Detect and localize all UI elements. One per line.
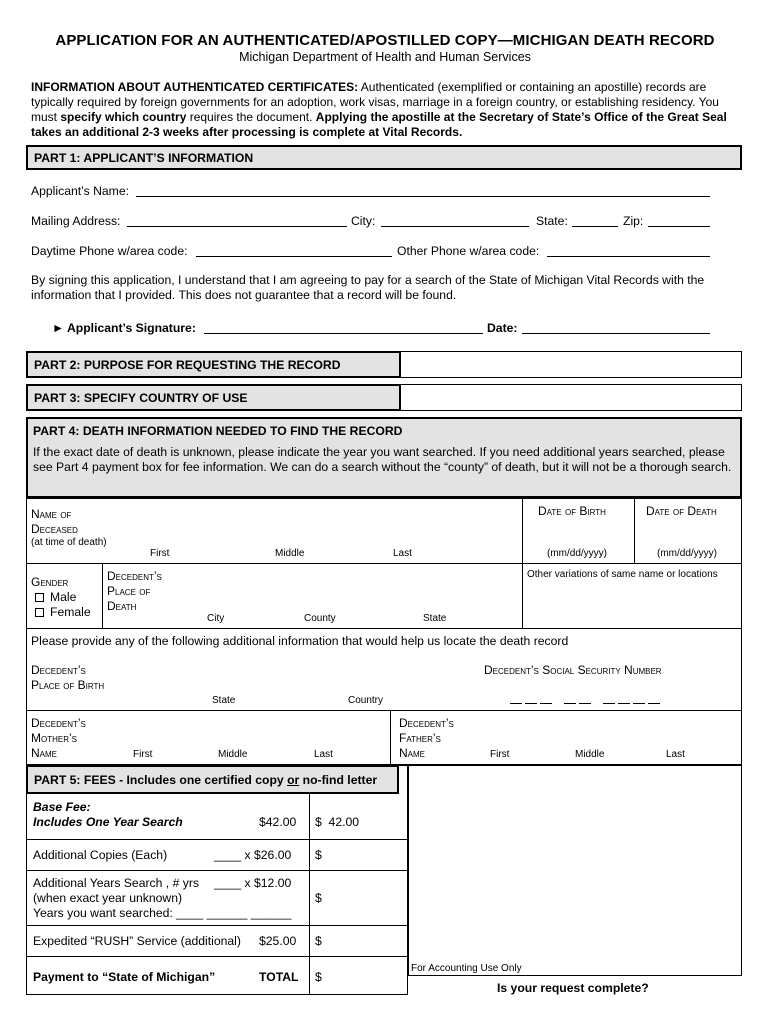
additional-copies-amount[interactable]: $ xyxy=(315,848,322,862)
mother-name-field[interactable] xyxy=(110,714,386,744)
additional-info-text: Please provide any of the following additional information that would help us locate the death record xyxy=(31,634,569,648)
father-first-caption: First xyxy=(490,749,510,760)
info-text-2: requires the document. xyxy=(186,110,316,124)
country-of-use-field[interactable] xyxy=(403,386,740,409)
father-middle-caption: Middle xyxy=(575,749,605,760)
other-phone-field[interactable] xyxy=(547,256,710,257)
signature-field[interactable] xyxy=(204,333,483,334)
deceased-name-field[interactable] xyxy=(108,503,520,545)
part1-header: PART 1: APPLICANT’S INFORMATION xyxy=(26,145,742,170)
part4-title: PART 4: DEATH INFORMATION NEEDED TO FIND THE RECORD xyxy=(33,424,403,438)
years-searched-field[interactable]: Years you want searched: ____ ______ ______ xyxy=(33,906,292,920)
birth-state-caption: State xyxy=(212,695,236,706)
state-field[interactable] xyxy=(572,226,618,227)
mother-last-caption: Last xyxy=(314,749,333,760)
fees-divider xyxy=(26,956,408,957)
daytime-phone-field[interactable] xyxy=(196,256,392,257)
purpose-field[interactable] xyxy=(403,353,740,376)
one-year-label: Includes One Year Search xyxy=(33,815,183,829)
info-text-1: Authenticated (exemplified or containing an apostille) records are typically required by foreign governments for an adoption, work visas, marriage in a foreign country, or establishing residency. You must xyxy=(31,80,719,124)
gender-label: Gender xyxy=(31,575,69,589)
place-of-death-label: Decedent’s Place of Death xyxy=(107,569,162,613)
dod-field[interactable] xyxy=(637,520,739,546)
variations-field[interactable] xyxy=(525,584,739,626)
total-amount[interactable]: $ xyxy=(315,970,322,984)
deceased-name-label: Name of Deceased xyxy=(31,507,78,536)
agreement-text: By signing this application, I understand that I am agreeing to pay for a search of the State of Michigan Vital Records with the information that I provided. This does not guarantee that a record will be found. xyxy=(31,273,705,302)
father-last-caption: Last xyxy=(666,749,685,760)
date-label: Date: xyxy=(487,321,518,335)
female-checkbox[interactable] xyxy=(35,608,44,617)
date-field[interactable] xyxy=(522,333,710,334)
grid-divider xyxy=(390,710,391,765)
grid-divider xyxy=(522,498,523,628)
rush-label: Expedited “RUSH” Service (additional) xyxy=(33,934,241,948)
city-label: City: xyxy=(351,214,376,228)
request-complete-text: Is your request complete? xyxy=(497,981,649,995)
additional-years-qty[interactable]: ____ x $12.00 xyxy=(214,876,292,890)
additional-years-amount[interactable]: $ xyxy=(315,891,322,905)
middle-name-caption: Middle xyxy=(275,548,305,559)
zip-label: Zip: xyxy=(623,214,644,228)
zip-field[interactable] xyxy=(648,226,710,227)
fees-divider xyxy=(26,925,408,926)
form-subtitle: Michigan Department of Health and Human Services xyxy=(239,50,531,64)
fees-divider xyxy=(309,794,310,995)
base-fee-label: Base Fee: xyxy=(33,800,91,814)
form-title: APPLICATION FOR AN AUTHENTICATED/APOSTILLED COPY—MICHIGAN DEATH RECORD xyxy=(55,32,715,49)
grid-divider xyxy=(26,628,742,629)
part3-header: PART 3: SPECIFY COUNTRY OF USE xyxy=(26,384,401,411)
rush-amount[interactable]: $ xyxy=(315,934,322,948)
place-of-birth-field[interactable] xyxy=(130,660,460,694)
dob-label: Date of Birth xyxy=(538,504,606,518)
variations-label: Other variations of same name or locations xyxy=(527,569,718,580)
first-name-caption: First xyxy=(150,548,170,559)
ssn-label: Decedent’s Social Security Number xyxy=(484,663,662,677)
rush-price: $25.00 xyxy=(259,934,297,948)
father-name-label: Decedent’s Father’s Name xyxy=(399,716,454,760)
mother-middle-caption: Middle xyxy=(218,749,248,760)
other-phone-label: Other Phone w/area code: xyxy=(397,244,540,258)
male-checkbox[interactable] xyxy=(35,593,44,602)
mother-name-label: Decedent’s Mother’s Name xyxy=(31,716,86,760)
part4-instructions: If the exact date of death is unknown, please indicate the year you want searched. If you need additional years searched, please see Part 4 payment box for fee information. We can do a search without the “county” of death, but it will not be a thorough search. xyxy=(33,445,732,474)
base-fee-price: $42.00 xyxy=(259,815,297,829)
gender-male-option[interactable]: Male xyxy=(35,590,76,604)
additional-copies-qty[interactable]: ____ x $26.00 xyxy=(214,848,292,862)
fees-divider xyxy=(26,870,408,871)
info-bold-2: Applying the apostille at the Secretary of State’s Office of the Great Seal takes an additional 2-3 weeks after processing is complete at Vital Records. xyxy=(31,110,727,139)
info-heading: INFORMATION ABOUT AUTHENTICATED CERTIFICATES: xyxy=(31,80,359,94)
place-of-birth-label: Decedent’s Place of Birth xyxy=(31,663,105,692)
mother-first-caption: First xyxy=(133,749,153,760)
grid-divider xyxy=(634,498,635,563)
fees-divider xyxy=(26,839,408,840)
additional-years-label: Additional Years Search , # yrs xyxy=(33,876,199,890)
father-name-field[interactable] xyxy=(470,714,738,744)
grid-divider xyxy=(102,563,103,628)
county-caption: County xyxy=(304,613,336,624)
city-field[interactable] xyxy=(381,226,529,227)
info-bold-1: specify which country xyxy=(60,110,187,124)
mailing-address-label: Mailing Address: xyxy=(31,214,121,228)
dod-format: (mm/dd/yyyy) xyxy=(657,548,717,559)
total-label: TOTAL xyxy=(259,970,299,984)
part5-header: PART 5: FEES - Includes one certified copy or no-find letter xyxy=(26,765,399,794)
ssn-field[interactable] xyxy=(510,693,663,707)
payment-label: Payment to “State of Michigan” xyxy=(33,970,216,984)
city-caption: City xyxy=(207,613,225,624)
base-fee-total: $ 42.00 xyxy=(315,815,360,829)
last-name-caption: Last xyxy=(393,548,412,559)
deceased-name-note: (at time of death) xyxy=(31,537,107,548)
applicant-name-label: Applicant’s Name: xyxy=(31,184,129,198)
dob-format: (mm/dd/yyyy) xyxy=(547,548,607,559)
accounting-label: For Accounting Use Only xyxy=(411,963,522,974)
info-paragraph xyxy=(31,80,737,140)
grid-divider xyxy=(26,563,742,564)
dod-label: Date of Death xyxy=(646,504,717,518)
dob-field[interactable] xyxy=(525,520,631,546)
state-caption: State xyxy=(423,613,447,624)
place-of-death-field[interactable] xyxy=(175,568,519,610)
additional-years-note: (when exact year unknown) xyxy=(33,891,183,905)
state-label: State: xyxy=(536,214,568,228)
gender-female-option[interactable]: Female xyxy=(35,605,91,619)
signature-label: ► Applicant’s Signature: xyxy=(52,321,196,335)
part2-header: PART 2: PURPOSE FOR REQUESTING THE RECORD xyxy=(26,351,401,378)
daytime-phone-label: Daytime Phone w/area code: xyxy=(31,244,188,258)
additional-copies-label: Additional Copies (Each) xyxy=(33,848,168,862)
accounting-box xyxy=(408,765,742,976)
grid-divider xyxy=(26,710,742,711)
birth-country-caption: Country xyxy=(348,695,384,706)
applicant-name-field[interactable] xyxy=(136,196,710,197)
mailing-address-field[interactable] xyxy=(127,226,347,227)
